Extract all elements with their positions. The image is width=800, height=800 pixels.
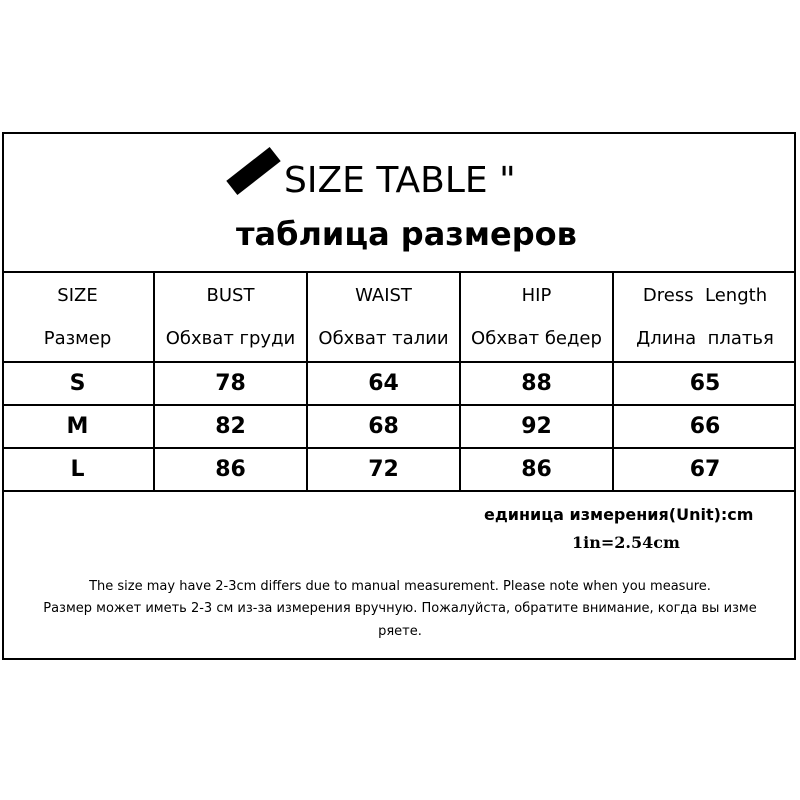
bust-cell: 82 <box>154 405 307 448</box>
header-waist <box>307 272 460 362</box>
hip-cell: 92 <box>460 405 613 448</box>
bust-cell: 78 <box>154 362 307 405</box>
header-label-ru: Обхват талии <box>318 328 449 349</box>
header-bust <box>154 272 307 362</box>
hip-cell: 86 <box>460 448 613 491</box>
size-cell: L <box>2 448 154 491</box>
header-label-ru: Длина платья <box>636 328 774 349</box>
table-header-row <box>2 272 796 362</box>
size-cell: M <box>2 405 154 448</box>
header-label-ru: Обхват груди <box>165 328 296 349</box>
header-hip <box>460 272 613 362</box>
header-label-en: WAIST <box>355 285 412 306</box>
length-cell: 67 <box>613 448 796 491</box>
title-english: SIZE TABLE " <box>284 160 516 201</box>
bust-cell: 86 <box>154 448 307 491</box>
length-cell: 65 <box>613 362 796 405</box>
table-row <box>2 362 796 405</box>
size-table-container <box>2 271 796 496</box>
size-cell: S <box>2 362 154 405</box>
size-table <box>2 271 796 492</box>
length-cell: 66 <box>613 405 796 448</box>
hip-cell: 88 <box>460 362 613 405</box>
waist-cell: 68 <box>307 405 460 448</box>
header-label-ru: Размер <box>43 328 112 349</box>
waist-cell: 72 <box>307 448 460 491</box>
table-row <box>2 448 796 491</box>
header-label-ru: Обхват бедер <box>471 328 602 349</box>
header-label-en: Dress Length <box>642 285 768 306</box>
header-size <box>2 272 154 362</box>
note-russian-line1: Размер может иметь 2-3 см из-за измерения вручную. Пожалуйста, обратите внимание, когда вы изме <box>43 601 757 616</box>
table-row <box>2 405 796 448</box>
header-label-en: HIP <box>521 285 552 306</box>
waist-cell: 64 <box>307 362 460 405</box>
header-label-en: SIZE <box>57 285 98 306</box>
title-russian: таблица размеров <box>236 215 577 253</box>
header-dress-length <box>613 272 796 362</box>
note-russian-line2: ряете. <box>378 624 422 639</box>
header-label-en: BUST <box>206 285 255 306</box>
inch-conversion-label: 1in=2.54cm <box>572 533 680 552</box>
note-english: The size may have 2-3cm differs due to manual measurement. Please note when you measure. <box>89 579 711 594</box>
unit-label: единица измерения(Unit):cm <box>484 505 754 524</box>
